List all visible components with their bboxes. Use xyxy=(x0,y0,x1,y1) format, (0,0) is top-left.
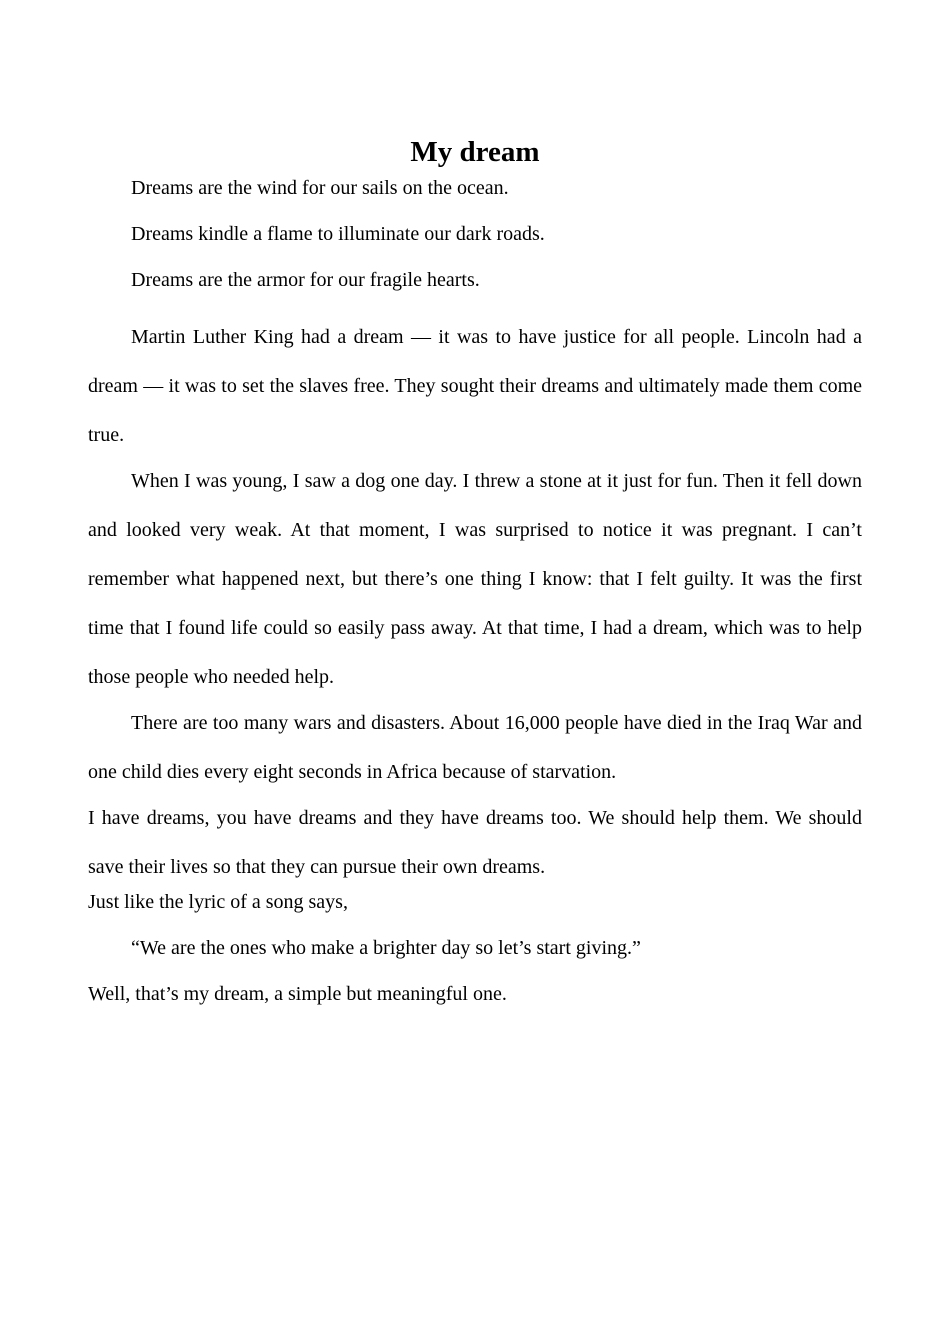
paragraph-4: Martin Luther King had a dream — it was to have justice for all people. Lincoln had a dream — it was to set the slaves free. They sought their dreams and ultimately made them come true. xyxy=(88,326,862,446)
paragraph-2: Dreams kindle a flame to illuminate our dark roads. xyxy=(131,223,545,245)
paragraph-1: Dreams are the wind for our sails on the ocean. xyxy=(131,177,509,199)
document-page xyxy=(88,132,862,1027)
paragraph-7: I have dreams, you have dreams and they have dreams too. We should help them. We should save their lives so that they can pursue their own dreams. xyxy=(88,807,862,878)
paragraph-10: Well, that’s my dream, a simple but meaningful one. xyxy=(88,983,507,1005)
paragraph-6: There are too many wars and disasters. About 16,000 people have died in the Iraq War and one child dies every eight seconds in Africa because of starvation. xyxy=(88,712,862,783)
paragraph-8: Just like the lyric of a song says, xyxy=(88,891,348,913)
paragraph-9: “We are the ones who make a brighter day so let’s start giving.” xyxy=(131,937,641,959)
document-title: My dream xyxy=(410,136,540,168)
paragraph-3: Dreams are the armor for our fragile hearts. xyxy=(131,269,480,291)
paragraph-5: When I was young, I saw a dog one day. I threw a stone at it just for fun. Then it fell down and looked very weak. At that moment, I was surprised to notice it was pregnant. I can’t remember what happened next, but there’s one thing I know: that I felt guilty. It was the first time that I found life could so easily pass away. At that time, I had a dream, which was to help those people who needed help. xyxy=(88,470,862,688)
